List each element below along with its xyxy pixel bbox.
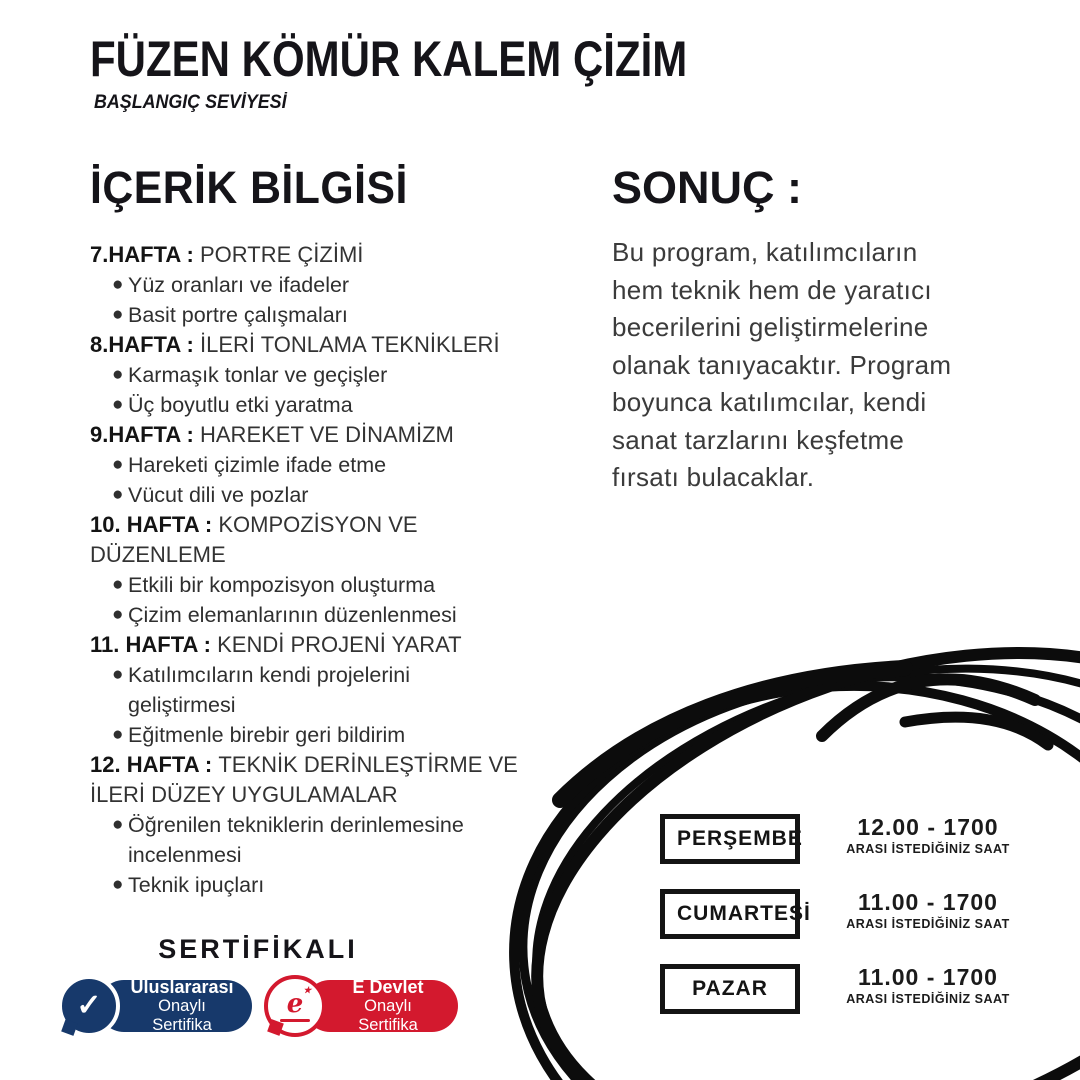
curriculum-bullet [90, 360, 560, 390]
badge-tail [61, 1019, 78, 1036]
bullet-dot-icon: ● [112, 724, 124, 745]
bullet-dot-icon: ● [112, 364, 124, 385]
check-badge-circle [58, 975, 120, 1037]
schedule-row [660, 889, 1018, 939]
curriculum-week [90, 240, 560, 330]
schedule-day-box: CUMARTESİ [660, 889, 800, 939]
header [90, 30, 801, 114]
bullet-text: Yüz oranları ve ifadeler [128, 273, 350, 297]
certification-title: SERTİFİKALI [158, 934, 358, 964]
curriculum-bullet [90, 600, 560, 630]
badge-line2: Onaylı Sertifika [358, 997, 418, 1034]
week-label: 10. HAFTA : [90, 512, 219, 537]
schedule-time-note: ARASI İSTEDİĞİNİZ SAAT [846, 842, 1010, 856]
curriculum-section [90, 162, 560, 900]
schedule-day-box: PERŞEMBE [660, 814, 800, 864]
curriculum-bullet [90, 660, 560, 690]
bullet-text: Vücut dili ve pozlar [128, 483, 309, 507]
edevlet-logo-wrap [280, 985, 312, 1022]
week-title [90, 240, 560, 270]
week-title [90, 630, 560, 660]
bullet-dot-icon: ● [112, 454, 124, 475]
certificate-badge [264, 975, 458, 1037]
result-heading: SONUÇ : [612, 162, 802, 213]
curriculum-bullet [90, 720, 560, 750]
curriculum-heading: İÇERİK BİLGİSİ [90, 162, 408, 213]
bullet-text: Üç boyutlu etki yaratma [128, 393, 353, 417]
edevlet-badge-circle [264, 975, 326, 1037]
schedule-row [660, 814, 1018, 864]
bullet-text: Çizim elemanlarının düzenlenmesi [128, 603, 457, 627]
bullet-text: Eğitmenle birebir geri bildirim [128, 723, 406, 747]
bullet-dot-icon: ● [112, 304, 124, 325]
week-title [90, 330, 560, 360]
week-name: KOMPOZİSYON VE [218, 512, 418, 537]
page-title: FÜZEN KÖMÜR KALEM ÇİZİM [90, 31, 688, 87]
week-name: PORTRE ÇİZİMİ [200, 242, 364, 267]
week-name: HAREKET VE DİNAMİZM [200, 422, 454, 447]
bullet-dot-icon: ● [112, 814, 124, 835]
schedule-day-box: PAZAR [660, 964, 800, 1014]
checkmark-icon: ✓ [76, 989, 102, 1022]
certification-badges [58, 975, 458, 1037]
week-label: 8.HAFTA : [90, 332, 200, 357]
schedule-time-range: 11.00 - 1700 [858, 889, 998, 915]
week-label: 12. HAFTA : [90, 752, 219, 777]
result-text-line: olanak tanıyacaktır. Program [612, 349, 952, 380]
schedule-time-range: 11.00 - 1700 [858, 964, 998, 990]
bullet-dot-icon: ● [112, 574, 124, 595]
bullet-dot-icon: ● [112, 484, 124, 505]
bullet-text: Hareketi çizimle ifade etme [128, 453, 387, 477]
curriculum-week [90, 330, 560, 420]
bullet-dot-icon: ● [112, 874, 124, 895]
result-section [612, 162, 1052, 497]
week-name: KENDİ PROJENİ YARAT [217, 632, 462, 657]
bullet-text: Katılımcıların kendi projelerini [128, 663, 411, 687]
page-subtitle: BAŞLANGIÇ SEVİYESİ [94, 92, 287, 113]
bullet-text: Teknik ipuçları [128, 873, 265, 897]
badge-line1: E Devlet [352, 977, 424, 997]
bullet-text: Karmaşık tonlar ve geçişler [128, 363, 388, 387]
curriculum-bullet [90, 870, 560, 900]
edevlet-logo-text-line [280, 1019, 310, 1022]
edevlet-logo-icon: e ★ [286, 985, 312, 1019]
bullet-text: Öğrenilen tekniklerin derinlemesine [128, 813, 464, 837]
curriculum-bullet [90, 270, 560, 300]
badge-line2: Onaylı Sertifika [152, 997, 212, 1034]
week-title [90, 420, 560, 450]
week-name: TEKNİK DERİNLEŞTİRME VE [218, 752, 518, 777]
schedule-time [838, 814, 1018, 857]
bullet-dot-icon: ● [112, 394, 124, 415]
bullet-dot-icon: ● [112, 274, 124, 295]
schedule-time-range: 12.00 - 1700 [857, 814, 999, 840]
week-name-continued: İLERİ DÜZEY UYGULAMALAR [90, 782, 398, 807]
curriculum-bullet [90, 570, 560, 600]
curriculum-week [90, 510, 560, 630]
schedule-time [838, 964, 1018, 1007]
bullet-text: Etkili bir kompozisyon oluşturma [128, 573, 436, 597]
week-label: 7.HAFTA : [90, 242, 200, 267]
result-text-line: Bu program, katılımcıların [612, 237, 918, 267]
curriculum-list [90, 240, 560, 900]
curriculum-bullet [90, 480, 560, 510]
result-text-line: boyunca katılımcılar, kendi [612, 387, 927, 417]
result-text-line: hem teknik hem de yaratıcı [612, 274, 932, 305]
week-name: İLERİ TONLAMA TEKNİKLERİ [200, 332, 500, 357]
badge-line1: Uluslararası [130, 977, 234, 997]
curriculum-week [90, 420, 560, 510]
curriculum-bullet [90, 450, 560, 480]
week-label: 9.HAFTA : [90, 422, 200, 447]
curriculum-bullet [90, 810, 560, 840]
bullet-text-continued: incelenmesi [128, 843, 242, 867]
bullet-dot-icon: ● [112, 604, 124, 625]
result-text-line: sanat tarzlarını keşfetme [612, 424, 905, 455]
week-title [90, 510, 560, 540]
result-paragraph [612, 234, 1052, 497]
schedule-row [660, 964, 1018, 1014]
curriculum-week [90, 750, 560, 900]
week-label: 11. HAFTA : [90, 632, 218, 657]
badge-tail [267, 1019, 284, 1036]
curriculum-bullet [90, 390, 560, 420]
result-text-line: fırsatı bulacaklar. [612, 462, 815, 492]
week-name-continued: DÜZENLEME [90, 542, 226, 567]
edevlet-star-icon: ★ [303, 985, 312, 996]
badge-pill [304, 977, 458, 1034]
result-text-line: becerilerini geliştirmelerine [612, 312, 929, 342]
curriculum-bullet [90, 300, 560, 330]
certificate-badge [58, 975, 252, 1037]
bullet-text: Basit portre çalışmaları [128, 303, 348, 327]
badge-pill [98, 977, 252, 1034]
week-title [90, 750, 560, 780]
schedule-time-note: ARASI İSTEDİĞİNİZ SAAT [846, 917, 1010, 931]
schedule-time [838, 889, 1018, 932]
bullet-text-continued: geliştirmesi [128, 693, 236, 717]
bullet-dot-icon: ● [112, 664, 124, 685]
schedule-time-note: ARASI İSTEDİĞİNİZ SAAT [846, 992, 1010, 1006]
schedule [660, 814, 1018, 1039]
curriculum-week [90, 630, 560, 750]
certification-section [58, 934, 458, 1037]
